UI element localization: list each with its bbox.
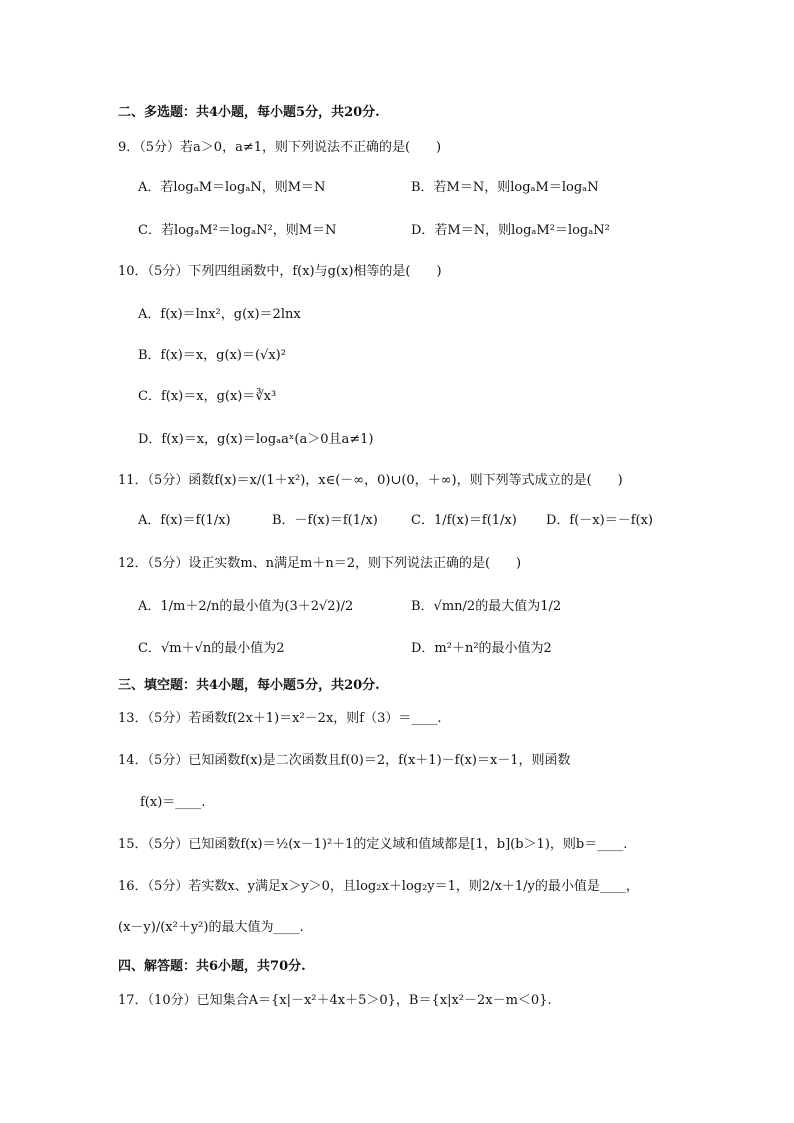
q14-line1: 14．（5分）已知函数f(x)是二次函数且f(0)＝2，f(x＋1)－f(x)＝x－1，则函数 xyxy=(118,753,571,768)
q12-option-a: A．1/m＋2/n的最小值为(3＋2√2)/2 xyxy=(138,599,354,614)
q9-option-b: B．若M＝N，则logₐM＝logₐN xyxy=(411,180,599,195)
section-fill-blank: 三、填空题：共4小题，每小题5分，共20分. xyxy=(118,678,380,693)
q9-option-c: C．若logₐM²＝logₐN²，则M＝N xyxy=(138,223,337,238)
q12-stem: 12．（5分）设正实数m、n满足m＋n＝2，则下列说法正确的是( ) xyxy=(118,556,522,571)
q10-option-b: B．f(x)＝x，g(x)＝(√x)² xyxy=(138,348,286,363)
q12-option-b: B．√mn/2的最大值为1/2 xyxy=(411,599,562,614)
section-solve: 四、解答题：共6小题，共70分. xyxy=(118,959,306,974)
q9-stem: 9．（5分）若a＞0，a≠1，则下列说法不正确的是( ) xyxy=(118,140,442,155)
q11-stem: 11．（5分）函数f(x)＝x/(1＋x²)，x∈(－∞，0)∪(0，＋∞)，则下列等式成立的是( ) xyxy=(118,473,623,488)
q10-option-c: C．f(x)＝x，g(x)＝∛x³ xyxy=(138,389,277,404)
q11-option-b: B．－f(x)＝f(1/x) xyxy=(272,513,378,528)
q11-option-c: C．1/f(x)＝f(1/x) xyxy=(411,513,517,528)
q10-stem: 10．（5分）下列四组函数中，f(x)与g(x)相等的是( ) xyxy=(118,264,442,279)
q15: 15．（5分）已知函数f(x)＝½(x－1)²＋1的定义域和值域都是[1，b](b＞1)，则b＝____. xyxy=(118,837,628,852)
q14-line2: f(x)＝____. xyxy=(140,795,206,810)
q11-option-d: D．f(－x)＝－f(x) xyxy=(546,513,653,528)
q13: 13．（5分）若函数f(2x＋1)＝x²－2x，则f（3）＝____. xyxy=(118,711,442,726)
q17: 17．（10分）已知集合A＝{x|－x²＋4x＋5＞0}，B＝{x|x²－2x－m＜0}. xyxy=(118,993,552,1008)
q9-option-a: A．若logₐM＝logₐN，则M＝N xyxy=(138,180,326,195)
q12-option-d: D．m²＋n²的最小值为2 xyxy=(411,641,552,656)
section-multi-choice: 二、多选题：共4小题，每小题5分，共20分. xyxy=(118,105,380,120)
q11-option-a: A．f(x)＝f(1/x) xyxy=(138,513,231,528)
q12-option-c: C．√m＋√n的最小值为2 xyxy=(138,641,285,656)
q16-line2: (x－y)/(x²＋y²)的最大值为____. xyxy=(118,920,304,935)
q10-option-d: D．f(x)＝x，g(x)＝logₐaˣ(a＞0且a≠1) xyxy=(138,432,374,447)
q9-option-d: D．若M＝N，则logₐM²＝logₐN² xyxy=(411,223,610,238)
q16-line1: 16．（5分）若实数x、y满足x＞y＞0，且log₂x＋log₂y＝1，则2/x＋1/y的最小值是____， xyxy=(118,879,639,894)
q10-option-a: A．f(x)＝lnx²，g(x)＝2lnx xyxy=(138,307,301,322)
